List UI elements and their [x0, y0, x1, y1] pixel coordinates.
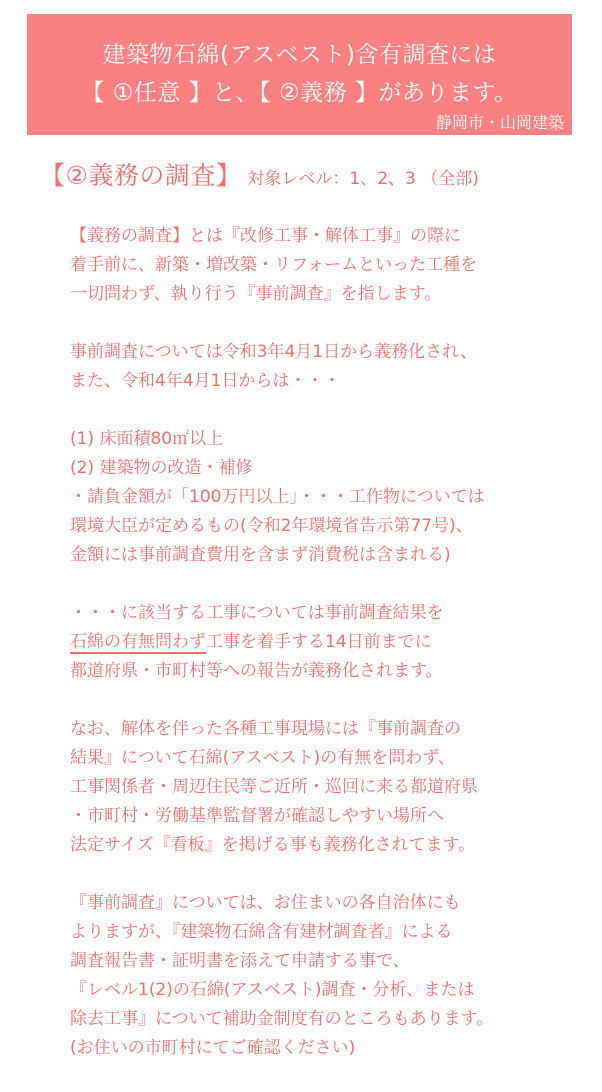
banner-credit: 静岡市・山岡建築	[435, 113, 564, 132]
text-line: 除去工事』について補助金制度有のところもあります。	[70, 1009, 494, 1029]
title-banner	[27, 14, 572, 135]
text-line: ・・・に該当する工事については事前調査結果を	[70, 603, 444, 623]
text-line: 『レベル1(2)の石綿(アスベスト)調査・分析、または	[70, 980, 475, 1000]
text-line: よりますが、『建築物石綿含有建材調査者』による	[70, 922, 453, 942]
section-heading-title: 【②義務の調査】	[40, 161, 242, 190]
paragraph-reporting	[70, 599, 570, 686]
paragraph-conditions	[70, 425, 570, 570]
text-line: ・市町村・労働基準監督署が確認しやすい場所へ	[70, 806, 444, 826]
text-line: なお、解体を伴った各種工事現場には『事前調査の	[70, 719, 461, 739]
text-line: また、令和4年4月1日からは・・・	[70, 371, 341, 391]
section-heading-subtitle: 対象レベル：1、2、3 （全部)	[247, 169, 479, 189]
underlined-emphasis: 石綿の有無問わず	[70, 632, 206, 652]
text-line: 『事前調査』については、お住まいの各自治体にも	[70, 893, 461, 913]
text-line: 環境大臣が定めるもの(令和2年環境省告示第77号)、	[70, 516, 473, 536]
text-line: 結果』について石綿(アスベスト)の有無を問わず、	[70, 748, 455, 768]
text-line: 法定サイズ『看板』を掲げる事も義務化されてます。	[70, 835, 476, 855]
text-line	[70, 628, 570, 657]
text-line: 調査報告書・証明書を添えて申請する事で、	[70, 951, 410, 971]
text-line: ・請負金額が「100万円以上」・・・工作物については	[70, 487, 485, 507]
paragraph-subsidy	[70, 889, 570, 1063]
text-line: 都道府県・市町村等への報告が義務化されます。	[70, 661, 443, 681]
paragraph-signboard	[70, 715, 570, 860]
text-fragment: 工事を着手する14日前までに	[206, 632, 432, 652]
banner-title-line-1: 建築物石綿(アスベスト)含有調査には	[102, 42, 497, 68]
text-line: 一切問わず、執り行う『事前調査』を指します。	[70, 284, 442, 304]
paragraph-mandate-date	[70, 338, 570, 396]
text-line: 金額には事前調査費用を含まず消費税は含まれる)	[70, 545, 451, 565]
text-line: 着手前に、新築・増改築・リフォームといった工種を	[70, 255, 478, 275]
text-line: 事前調査については令和3年4月1日から義務化され、	[70, 342, 478, 362]
section-heading	[40, 156, 479, 192]
banner-title-line-2: 【 ①任意 】と、【 ②義務 】があります。	[81, 80, 518, 106]
paragraph-definition	[70, 222, 570, 309]
text-line: (1) 床面積80㎡以上	[70, 429, 224, 449]
text-line: 工事関係者・周辺住民等ご近所・巡回に来る都道府県	[70, 777, 478, 797]
text-line: 【義務の調査】とは『改修工事・解体工事』の際に	[70, 226, 461, 246]
body-text	[70, 222, 570, 1092]
text-line: (2) 建築物の改造・補修	[70, 458, 253, 478]
text-line: (お住いの市町村にてご確認ください)	[70, 1038, 356, 1058]
